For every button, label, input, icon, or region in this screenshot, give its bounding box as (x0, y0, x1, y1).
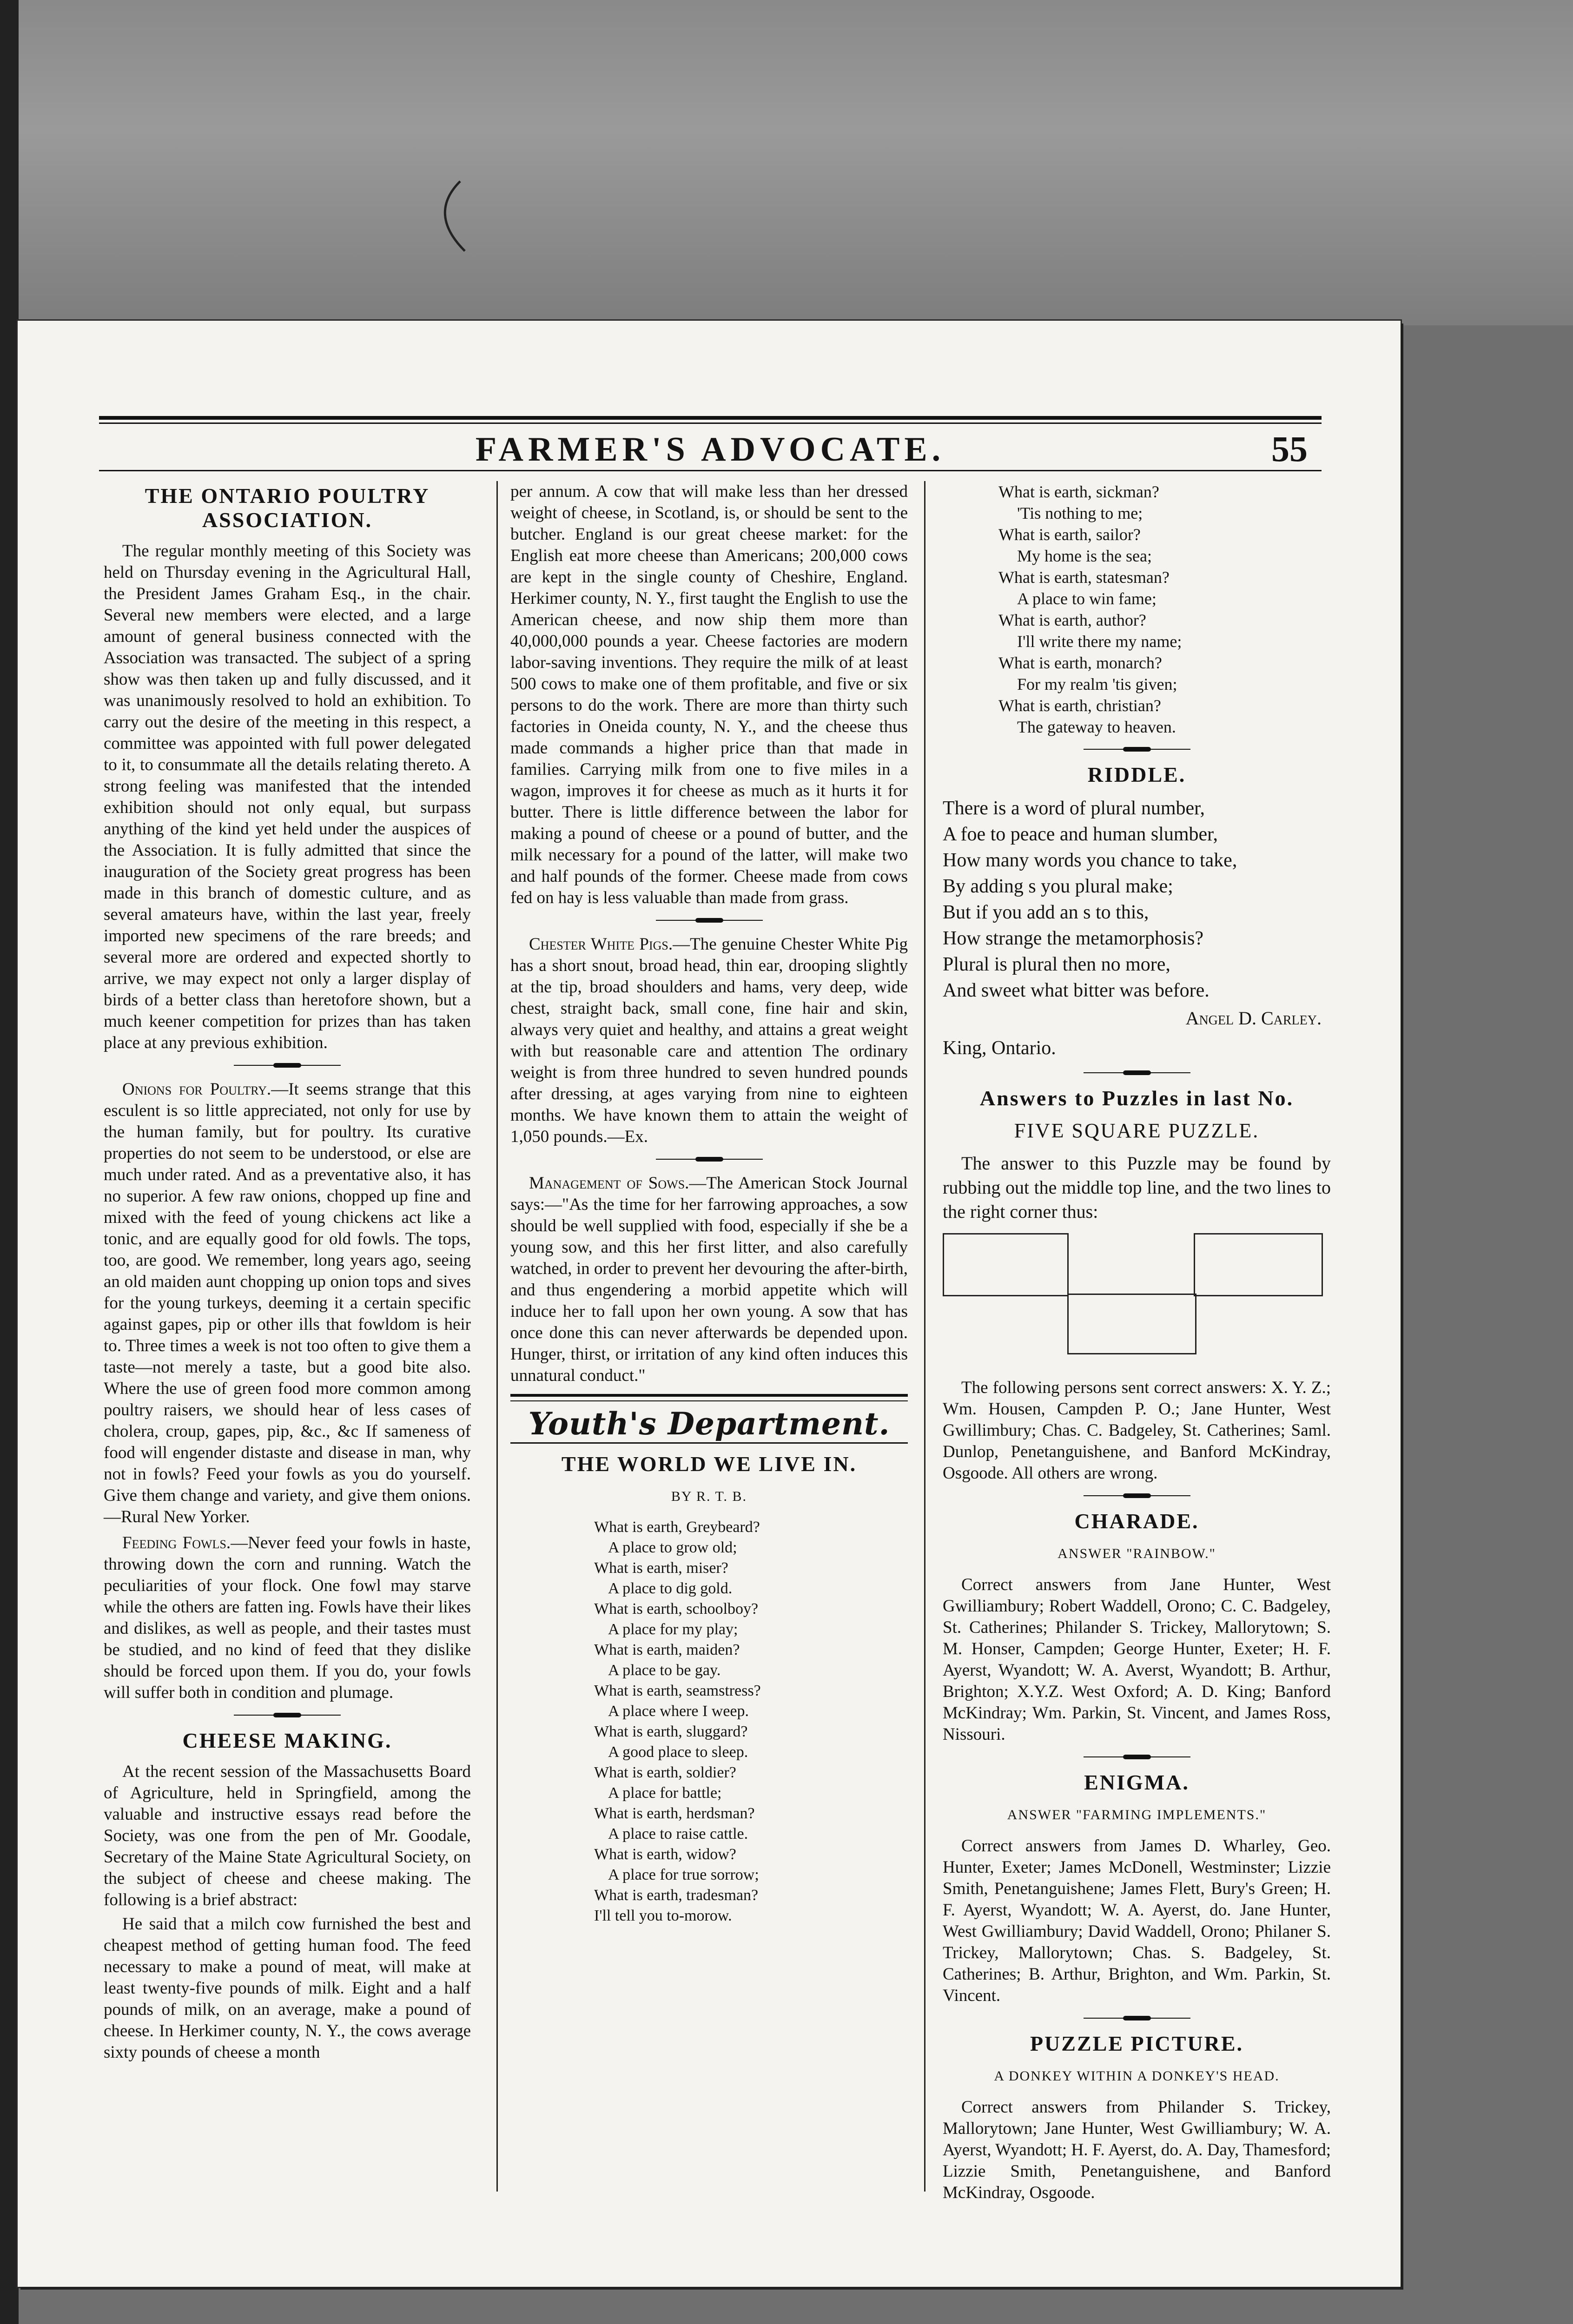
poem-line: For my realm 'tis given; (1017, 675, 1177, 693)
charade-solvers: Correct answers from Jane Hunter, West Gwilliambury; Robert Waddell, Orono; C. C. Badgeley, St. Catherines; Philander S. Trickey, Mallorytown; S. M. Honser, Campden; George Hunter, Exeter; H. F. Ayerst, Wyandott; W. A. Averst, Wyandott; B. Arthur, Brighton; X.Y.Z. West Oxford; A. D. King; Banford McKindray; Wm. Parkin, St. Vincent, and James Ross, Nissouri. (943, 1575, 1331, 1744)
poem-line: What is earth, author? (998, 611, 1146, 629)
section-separator (1084, 2016, 1190, 2020)
riddle-heading: RIDDLE. (1087, 763, 1186, 786)
pen-mark (418, 177, 511, 270)
riddle-signature: Angel D. Carley. (1185, 1008, 1322, 1029)
paragraph-text: —The American Stock Journal says:—"As the time for her farrowing approaches, a sow should be well supplied with food, especially if she be a young sow, and this her first litter, and also carefully watched, in order to prevent her devouring the after-birth, and thus engendering a morbid appetite which will induce her to fall upon her own young. A sow that has once done this can never afterwards be depended upon. Hunger, thirst, or irritation of any kind often induces this unnatural conduct." (510, 1174, 908, 1385)
masthead-rule (99, 416, 1322, 420)
poem-line: A place to be gay. (608, 1662, 721, 1679)
poem-line: What is earth, maiden? (594, 1641, 740, 1658)
poem-line: What is earth, monarch? (998, 654, 1162, 672)
paragraph-lead: Chester White Pigs. (529, 935, 673, 954)
column-1 (104, 481, 471, 2108)
poem-line: 'Tis nothing to me; (1017, 504, 1143, 522)
poem-body (510, 1517, 908, 1926)
puzzle-square (1194, 1233, 1323, 1296)
page-number: 55 (1271, 429, 1308, 469)
riddle-place: King, Ontario. (943, 1037, 1056, 1059)
column-divider (496, 481, 498, 2192)
paragraph-lead: Management of Sows. (529, 1174, 689, 1193)
riddle-line: How strange the metamorphosis? (943, 928, 1204, 949)
masthead-rule (99, 423, 1322, 424)
puzzle-square (1067, 1294, 1196, 1354)
poem-line: A place where I weep. (608, 1703, 749, 1720)
poem-line: What is earth, christian? (998, 696, 1161, 715)
poem-line: A place to raise cattle. (608, 1825, 748, 1842)
paragraph-lead: Onions for Poultry. (122, 1080, 271, 1099)
article-paragraph (510, 934, 908, 1148)
paragraph-text: —The genuine Chester White Pig has a short snout, broad head, thin ear, drooping slightly at the tip, broad shoulders and hams, very deep, wide chest, straight back, small cone, fine hair and skin, always very quiet and healthy, and attains a great weight with but reasonable care and attention The ordinary weight is from three hundred to seven hundred pounds after dressing, at ages varying from nine to eighteen months. We have known them to attain the weight of 1,050 pounds.—Ex. (510, 935, 908, 1146)
five-square-diagram (943, 1233, 1324, 1354)
five-square-solvers: The following persons sent correct answers: X. Y. Z.; Wm. Housen, Campden P. O.; Jane Hunter, West Gwillimbury; Chas. C. Badgeley, St. Catherines; Saml. Dunlop, Penetanguishene, and Banford McKindray, Osgoode. All others are wrong. (943, 1378, 1331, 1483)
riddle-line: Plural is plural then no more, (943, 954, 1170, 975)
poem-line: What is earth, sailor? (998, 525, 1141, 544)
paragraph-text: —Never feed your fowls in haste, throwing down the corn and running. Watch the peculiarities of your flock. One fowl may starve while the others are fatten ing. Fowls have their likes and dislikes, as well as people, and their tastes must be studied, and no kind of feed that they dislike should be forced upon them. If you do, your fowls will suffer both in condition and plumage. (104, 1533, 471, 1702)
department-rule (510, 1394, 908, 1401)
article-heading: CHEESE MAKING. (182, 1729, 392, 1752)
department-heading: Youth's Department. (528, 1406, 890, 1442)
poem-line: My home is the sea; (1017, 547, 1152, 565)
column-2 (510, 481, 908, 2108)
puzzle-picture-answer: A DONKEY WITHIN A DONKEY'S HEAD. (994, 2068, 1280, 2084)
scan-edge (0, 0, 19, 2324)
paragraph-text: —It seems strange that this esculent is so little appreciated, not only for use by the human family, but for poultry. Its curative properties do not seem to be understood, or else are much under rated. And as a preventative also, it has no superior. A few raw onions, chopped up fine and mixed with the feed of young chickens act like a tonic, and are equally good for old fowls. The tops, too, are good. We remember, long years ago, seeing an old maiden aunt chopping up onion tops and sives for the young turkeys, deeming it a certain specific against gapes, pip or other ills that fowldom is heir to. Three times a week is not too often to give them a taste—not merely a taste, but a good bite also. Where the use of green food more common among poultry raisers, we should hear of less cases of cholera, croup, gapes, pip, &c., &c If sameness of food will engender distaste and disease in man, why not in fowls? Feed your fowls as you do yourself. Give them change and variety, and give them onions.—Rural New Yorker. (104, 1080, 471, 1526)
article-paragraph (104, 1079, 471, 1528)
poem-line: A place for true sorrow; (608, 1866, 759, 1883)
masthead (99, 416, 1322, 472)
poem-line: I'll tell you to-morow. (594, 1907, 732, 1924)
newspaper-page (18, 321, 1401, 2287)
charade-heading: CHARADE. (1074, 1509, 1199, 1533)
puzzle-picture-solvers: Correct answers from Philander S. Trickey, Mallorytown; Jane Hunter, West Gwilliambury; W. A. Ayerst, Wyandott; H. F. Ayerst, do. A. Day, Thamesford; Lizzie Smith, Penetanguishene, and Banford McKindray, Osgoode. (943, 2098, 1331, 2202)
column-divider (924, 481, 925, 2192)
article-paragraph: He said that a milch cow furnished the best and cheapest method of getting human food. The feed necessary to make a pound of meat, will make at least twenty-five pounds of milk. Eight and a half pounds of milk, on an average, make a pound of cheese. In Herkimer county, N. Y., the cows average sixty pounds of cheese a month (104, 1915, 471, 2062)
poem-line: What is earth, statesman? (998, 568, 1170, 587)
poem-line: I'll write there my name; (1017, 632, 1182, 651)
section-separator (234, 1713, 341, 1717)
poem-line: What is earth, herdsman? (594, 1805, 755, 1822)
riddle-line: And sweet what bitter was before. (943, 980, 1209, 1001)
department-rule (510, 1442, 908, 1444)
poem-byline: BY R. T. B. (671, 1489, 747, 1504)
puzzle-square (1067, 1233, 1195, 1295)
riddle-line: But if you add an s to this, (943, 902, 1149, 923)
five-square-text: The answer to this Puzzle may be found by rubbing out the middle top line, and the two lines to the right corner thus: (943, 1153, 1331, 1222)
enigma-solvers: Correct answers from James D. Wharley, Geo. Hunter, Exeter; James McDonell, Westminster; Lizzie Smith, Penetanguishene; James Flett, Bury's Green; H. F. Ayerst, Wyandott; W. A. Ayerst, do. Jane Hunter, West Gwilliambury; David Waddell, Orono; Philaner S. Trickey, Mallorytown; Chas. S. Badgeley, St. Catherines; B. Arthur, Brighton, and Wm. Parkin, St. Vincent. (943, 1836, 1331, 2005)
poem-continuation (943, 481, 1331, 738)
poem-line: What is earth, Greybeard? (594, 1519, 760, 1536)
enigma-heading: ENIGMA. (1084, 1770, 1190, 1794)
poem-line: What is earth, miser? (594, 1559, 728, 1577)
poem-line: What is earth, seamstress? (594, 1682, 761, 1699)
section-separator (656, 1157, 763, 1162)
masthead-rule (99, 470, 1322, 471)
section-separator (1084, 1755, 1190, 1759)
section-separator (1084, 1070, 1190, 1075)
riddle-line: How many words you chance to take, (943, 850, 1237, 871)
answers-heading: Answers to Puzzles in last No. (979, 1086, 1294, 1110)
article-paragraph (510, 1173, 908, 1386)
poem-line: A place to win fame; (1017, 589, 1157, 608)
paragraph-lead: Feeding Fowls. (122, 1533, 231, 1552)
poem-line: The gateway to heaven. (1017, 718, 1176, 736)
five-square-heading: FIVE SQUARE PUZZLE. (1014, 1119, 1260, 1142)
newspaper-title: FARMER'S ADVOCATE. (475, 430, 945, 469)
poem-line: A place for battle; (608, 1784, 722, 1802)
section-separator (1084, 747, 1190, 752)
poem-line: A place to dig gold. (608, 1580, 733, 1597)
poem-line: What is earth, sickman? (998, 482, 1159, 501)
scan-background (0, 0, 1573, 325)
poem-title: THE WORLD WE LIVE IN. (561, 1452, 857, 1476)
riddle-body (943, 795, 1331, 1004)
section-separator (234, 1063, 341, 1068)
charade-answer: ANSWER "RAINBOW." (1057, 1546, 1216, 1561)
article-paragraph: The regular monthly meeting of this Society was held on Thursday evening in the Agricultural Hall, the President James Graham Esq., in the chair. Several new members were elected, and a large amount of general business connected with the Association was transacted. The subject of a spring show was then taken up and fully discussed, and it was unanimously resolved to hold an exhibition. To carry out the desire of the meeting in this respect, a committee was appointed with full power delegated to it, to consummate all the details relating thereto. A strong feeling was manifested that the intended exhibition should not only equal, but surpass anything of the kind yet held under the auspices of the Association. It is fully admitted that since the inauguration of the Society great progress has been made in this branch of domestic culture, and as several amateurs have, within the last year, freely imported new specimens of the rare breeds; and several more are ordered and expected shortly to arrive, we may expect not only a larger display of birds of a better class than heretofore shown, but a much keener competition for prizes than has taken place at any previous exhibition. (104, 541, 471, 1052)
poem-line: A good place to sleep. (608, 1743, 748, 1761)
riddle-line: By adding s you plural make; (943, 876, 1173, 897)
article-heading: THE ONTARIO POULTRY ASSOCIATION. (145, 484, 430, 532)
poem-line: What is earth, widow? (594, 1846, 736, 1863)
article-paragraph (104, 1532, 471, 1703)
poem-line: A place to grow old; (608, 1539, 737, 1556)
riddle-line: There is a word of plural number, (943, 798, 1205, 819)
section-separator (1084, 1493, 1190, 1498)
article-paragraph: At the recent session of the Massachusetts Board of Agriculture, held in Springfield, among the valuable and instructive essays read before the Society, was one from the pen of Mr. Goodale, Secretary of the Maine State Agricultural Society, on the subject of cheese and cheese making. The following is a brief abstract: (104, 1762, 471, 1909)
puzzle-picture-heading: PUZZLE PICTURE. (1030, 2032, 1244, 2055)
poem-line: What is earth, soldier? (594, 1764, 736, 1781)
puzzle-square (943, 1233, 1069, 1296)
riddle-line: A foe to peace and human slumber, (943, 824, 1218, 845)
poem-line: What is earth, tradesman? (594, 1887, 759, 1904)
enigma-answer: ANSWER "FARMING IMPLEMENTS." (1007, 1807, 1267, 1822)
column-3 (943, 481, 1331, 2202)
poem-line: What is earth, sluggard? (594, 1723, 748, 1740)
poem-line: What is earth, schoolboy? (594, 1600, 759, 1618)
section-separator (656, 918, 763, 923)
poem-line: A place for my play; (608, 1621, 738, 1638)
article-paragraph: per annum. A cow that will make less than her dressed weight of cheese, in Scotland, is, or should be sent to the butcher. England is our great cheese market: for the English eat more cheese than Americans; 200,000 cows are kept in the single county of Cheshire, England. Herkimer county, N. Y., first taught the English to use the American cheese, and now ship them more than 40,000,000 pounds a year. Cheese factories are modern labor-saving inventions. They require the milk of at least 500 cows to make one of them profitable, and five or six persons to do the work. There are more than thirty such factories in Oneida county, N. Y., and the cheese thus made commands a higher price than that made in families. Carrying milk from one to five miles in a wagon, improves it for cheese as much as it hurts it for butter. There is little difference between the labor for making a pound of cheese or a pound of butter, and the milk necessary for a pound of the latter, will make two and half pounds of the former. Cheese made from cows fed on hay is less valuable than made from grass. (510, 482, 908, 907)
